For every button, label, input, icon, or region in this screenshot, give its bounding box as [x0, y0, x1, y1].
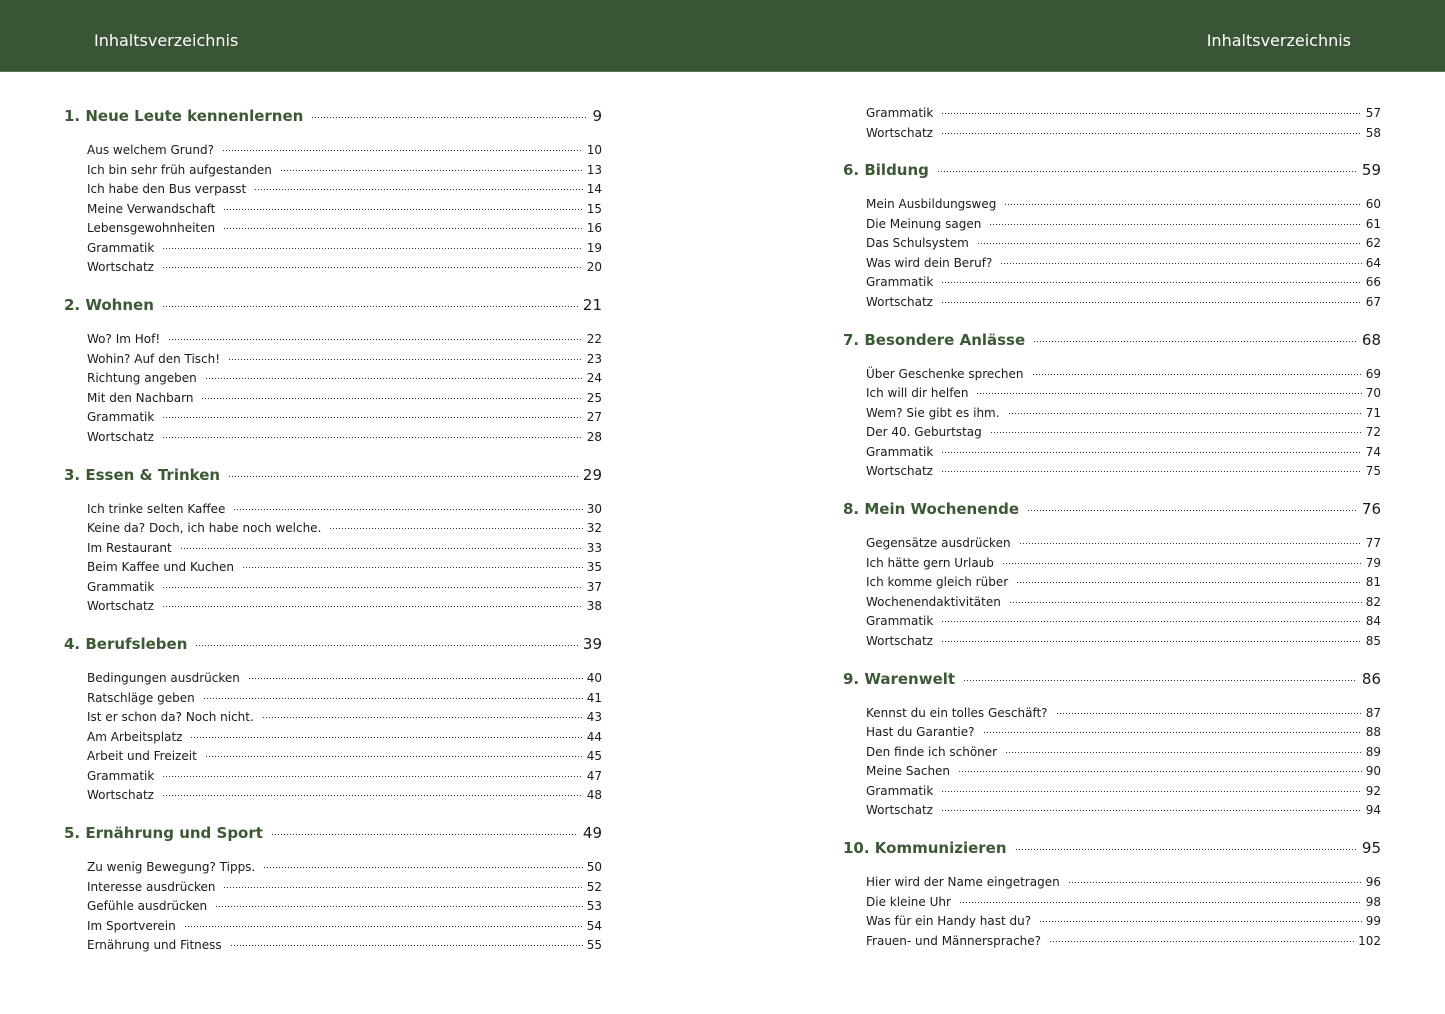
page-number: 102: [1358, 933, 1381, 948]
toc-lesson-entry[interactable]: [866, 874, 1381, 890]
dot-leader: [1016, 574, 1362, 586]
toc-chapter-entry[interactable]: [64, 295, 602, 315]
lesson-title: Grammatik: [866, 614, 934, 628]
dot-leader: [963, 669, 1357, 684]
toc-lesson-entry[interactable]: [866, 463, 1381, 479]
lesson-title: Wochenendaktivitäten: [866, 594, 1001, 609]
toc-lesson-entry[interactable]: [87, 259, 602, 275]
chapter-title: 8. Mein Wochenende: [843, 500, 1020, 518]
dot-leader: [190, 729, 582, 741]
page-header: [0, 0, 1445, 72]
dot-leader: [162, 240, 582, 252]
lesson-title: Ratschläge geben: [87, 690, 195, 705]
toc-chapter-entry[interactable]: [843, 160, 1381, 180]
dot-leader: [162, 787, 583, 799]
page-number: 82: [1365, 594, 1381, 609]
lesson-title: Wortschatz: [87, 429, 154, 444]
toc-lesson-entry[interactable]: [87, 162, 602, 178]
lesson-title: Über Geschenke sprechen: [866, 366, 1024, 381]
toc-chapter-entry[interactable]: [843, 330, 1381, 350]
page-number: 52: [586, 879, 602, 894]
lesson-title: Grammatik: [866, 106, 934, 120]
toc-lesson-entry[interactable]: [87, 142, 602, 158]
dot-leader: [1049, 933, 1354, 945]
dot-leader: [242, 559, 583, 571]
lesson-title: Lebensgewohnheiten: [87, 221, 216, 235]
page-number: 14: [586, 182, 602, 196]
dot-leader: [223, 201, 582, 213]
dot-leader: [162, 295, 578, 310]
page-number: 13: [586, 162, 602, 177]
toc-lesson-entry[interactable]: [866, 913, 1381, 929]
page-number: 27: [586, 410, 602, 424]
lesson-title: Wortschatz: [866, 464, 933, 478]
toc-lesson-entry[interactable]: [87, 520, 602, 536]
dot-leader: [162, 598, 583, 610]
toc-chapter-entry[interactable]: [64, 634, 602, 654]
lesson-title: Ernährung und Fitness: [87, 938, 222, 952]
lesson-title: Grammatik: [866, 783, 934, 798]
dot-leader: [162, 259, 583, 271]
dot-leader: [233, 501, 582, 513]
page-number: 32: [586, 521, 602, 535]
page-number: 64: [1365, 255, 1381, 270]
lesson-title: Im Sportverein: [87, 918, 176, 933]
toc-lesson-entry[interactable]: [866, 255, 1381, 271]
dot-leader: [941, 633, 1362, 645]
lesson-title: Gegensätze ausdrücken: [866, 536, 1011, 550]
page-number: 25: [586, 390, 602, 405]
toc-chapter-entry[interactable]: [64, 823, 602, 843]
chapter-title: 6. Bildung: [843, 161, 929, 179]
page-number: 35: [586, 560, 602, 574]
lesson-title: Richtung angeben: [87, 371, 197, 385]
dot-leader: [983, 724, 1362, 736]
dot-leader: [941, 802, 1362, 814]
page-number: 95: [1361, 839, 1381, 857]
page-number: 84: [1365, 614, 1381, 628]
page-number: 47: [586, 768, 602, 783]
toc-lesson-entry[interactable]: [866, 894, 1381, 910]
dot-leader: [205, 748, 583, 760]
page-number: 21: [582, 296, 602, 314]
page-number: 74: [1365, 444, 1381, 459]
dot-leader: [1033, 330, 1357, 345]
toc-lesson-entry[interactable]: [866, 216, 1381, 232]
dot-leader: [162, 579, 582, 591]
page-number: 28: [586, 429, 602, 444]
dot-leader: [248, 670, 583, 682]
page-number: 19: [586, 240, 602, 255]
page-number: 39: [582, 635, 602, 653]
dot-leader: [223, 220, 583, 232]
dot-leader: [162, 409, 582, 421]
lesson-title: Ich komme gleich rüber: [866, 575, 1009, 589]
dot-leader: [263, 859, 582, 871]
lesson-title: Wortschatz: [87, 788, 154, 802]
dot-leader: [941, 444, 1361, 456]
lesson-title: Kennst du ein tolles Geschäft?: [866, 705, 1048, 720]
toc-lesson-entry[interactable]: [866, 235, 1381, 251]
toc-lesson-entry[interactable]: [87, 579, 602, 595]
lesson-title: Grammatik: [866, 444, 934, 459]
toc-lesson-entry[interactable]: [87, 429, 602, 445]
dot-leader: [201, 390, 582, 402]
dot-leader: [262, 709, 583, 721]
page-number: 16: [586, 221, 602, 235]
page-number: 94: [1365, 803, 1381, 817]
toc-lesson-entry[interactable]: [866, 444, 1381, 460]
toc-lesson-entry[interactable]: [866, 744, 1381, 760]
dot-leader: [254, 181, 582, 193]
toc-lesson-entry[interactable]: [87, 787, 602, 803]
page-number: 59: [1361, 161, 1381, 179]
page-number: 79: [1365, 555, 1381, 570]
header-title-right: Inhaltsverzeichnis: [1206, 31, 1351, 50]
page-number: 57: [1365, 106, 1381, 120]
page-number: 45: [586, 749, 602, 763]
lesson-title: Grammatik: [87, 240, 155, 255]
lesson-title: Wortschatz: [866, 803, 933, 817]
toc-lesson-entry[interactable]: [866, 574, 1381, 590]
header-title-left: Inhaltsverzeichnis: [94, 31, 239, 50]
lesson-title: Gefühle ausdrücken: [87, 899, 208, 913]
chapter-title: 10. Kommunizieren: [843, 839, 1007, 857]
page-number: 44: [586, 729, 602, 744]
dot-leader: [195, 634, 578, 649]
page-number: 22: [586, 332, 602, 346]
toc-lesson-entry[interactable]: [866, 802, 1381, 818]
dot-leader: [941, 613, 1361, 625]
page-number: 37: [586, 579, 602, 594]
lesson-title: Aus welchem Grund?: [87, 143, 214, 157]
dot-leader: [1004, 196, 1361, 208]
lesson-title: Grammatik: [87, 768, 155, 783]
dot-leader: [977, 235, 1362, 247]
lesson-title: Wohin? Auf den Tisch!: [87, 351, 221, 366]
toc-lesson-entry[interactable]: [87, 598, 602, 614]
dot-leader: [937, 160, 1357, 175]
lesson-title: Ich trinke selten Kaffee: [87, 501, 226, 516]
dot-leader: [205, 370, 583, 382]
page-number: 49: [582, 824, 602, 842]
page-number: 23: [586, 351, 602, 366]
lesson-title: Ich bin sehr früh aufgestanden: [87, 162, 272, 177]
dot-leader: [941, 463, 1362, 475]
dot-leader: [215, 898, 583, 910]
page-number: 70: [1365, 386, 1381, 400]
dot-leader: [184, 918, 583, 930]
lesson-title: Die Meinung sagen: [866, 216, 982, 231]
toc-lesson-entry[interactable]: [866, 933, 1381, 949]
toc-lesson-entry[interactable]: [866, 633, 1381, 649]
page-number: 54: [586, 918, 602, 933]
page-number: 88: [1365, 725, 1381, 739]
dot-leader: [230, 937, 583, 949]
toc-lesson-entry[interactable]: [866, 594, 1381, 610]
page-number: 86: [1361, 669, 1381, 688]
page-number: 75: [1365, 464, 1381, 478]
dot-leader: [329, 520, 582, 532]
lesson-title: Arbeit und Freizeit: [87, 749, 197, 763]
toc-lesson-entry[interactable]: [87, 181, 602, 197]
dot-leader: [1005, 744, 1362, 756]
lesson-title: Wo? Im Hof!: [87, 332, 161, 346]
page-number: 15: [586, 201, 602, 216]
lesson-title: Im Restaurant: [87, 540, 172, 555]
lesson-title: Mein Ausbildungsweg: [866, 197, 997, 211]
lesson-title: Wortschatz: [866, 294, 933, 309]
page-number: 43: [586, 710, 602, 724]
page-number: 66: [1365, 275, 1381, 289]
lesson-title: Ist er schon da? Noch nicht.: [87, 710, 254, 724]
lesson-title: Grammatik: [866, 275, 934, 289]
page-number: 85: [1365, 633, 1381, 648]
page-number: 30: [586, 501, 602, 516]
lesson-title: Interesse ausdrücken: [87, 879, 216, 894]
page-number: 76: [1361, 500, 1381, 518]
lesson-title: Den finde ich schöner: [866, 744, 998, 759]
toc-lesson-entry[interactable]: [87, 690, 602, 706]
page-number: 9: [592, 107, 602, 125]
chapter-title: 3. Essen & Trinken: [64, 465, 221, 484]
page-number: 99: [1365, 914, 1381, 928]
toc-lesson-entry[interactable]: [866, 424, 1381, 440]
toc-lesson-entry[interactable]: [866, 125, 1381, 141]
toc-chapter-entry[interactable]: [64, 106, 602, 126]
page-number: 29: [582, 465, 602, 484]
toc-lesson-entry[interactable]: [866, 535, 1381, 551]
page-number: 33: [586, 540, 602, 555]
page-number: 81: [1365, 575, 1381, 589]
page-number: 69: [1365, 366, 1381, 381]
dot-leader: [1015, 838, 1357, 853]
page-number: 41: [586, 690, 602, 705]
dot-leader: [1027, 499, 1357, 514]
chapter-title: 9. Warenwelt: [843, 669, 956, 688]
lesson-title: Ich habe den Bus verpasst: [87, 182, 247, 196]
toc-lesson-entry[interactable]: [87, 709, 602, 725]
dot-leader: [989, 216, 1361, 228]
chapter-title: 5. Ernährung und Sport: [64, 824, 263, 842]
lesson-title: Hier wird der Name eingetragen: [866, 875, 1060, 889]
dot-leader: [1002, 555, 1362, 567]
page-number: 20: [586, 260, 602, 274]
toc-lesson-entry[interactable]: [87, 918, 602, 934]
toc-lesson-entry[interactable]: [87, 390, 602, 406]
chapter-title: 4. Berufsleben: [64, 635, 188, 653]
dot-leader: [223, 879, 582, 891]
toc-chapter-entry[interactable]: [843, 838, 1381, 858]
page-number: 48: [586, 788, 602, 802]
lesson-title: Hast du Garantie?: [866, 725, 975, 739]
page-number: 71: [1365, 405, 1381, 420]
dot-leader: [941, 274, 1361, 286]
toc-lesson-entry[interactable]: [866, 196, 1381, 212]
lesson-title: Frauen- und Männersprache?: [866, 933, 1042, 948]
dot-leader: [203, 690, 583, 702]
toc-lesson-entry[interactable]: [866, 366, 1381, 382]
chapter-title: 2. Wohnen: [64, 296, 154, 314]
lesson-title: Meine Sachen: [866, 764, 951, 778]
lesson-title: Ich will dir helfen: [866, 386, 969, 400]
dot-leader: [941, 294, 1362, 306]
page-number: 67: [1365, 294, 1381, 309]
page-number: 87: [1365, 705, 1381, 720]
dot-leader: [976, 385, 1361, 397]
page-number: 40: [586, 671, 602, 685]
toc-lesson-entry[interactable]: [866, 105, 1381, 121]
lesson-title: Der 40. Geburtstag: [866, 425, 982, 439]
dot-leader: [222, 142, 583, 154]
dot-leader: [1008, 405, 1362, 417]
toc-lesson-entry[interactable]: [87, 729, 602, 745]
lesson-title: Zu wenig Bewegung? Tipps.: [87, 860, 256, 874]
toc-chapter-entry[interactable]: [843, 499, 1381, 519]
dot-leader: [1068, 874, 1362, 886]
dot-leader: [1032, 366, 1362, 378]
page-number: 61: [1365, 216, 1381, 231]
toc-chapter-entry[interactable]: [64, 465, 602, 485]
toc-lesson-entry[interactable]: [87, 670, 602, 686]
dot-leader: [180, 540, 583, 552]
lesson-title: Am Arbeitsplatz: [87, 729, 183, 744]
toc-lesson-entry[interactable]: [866, 294, 1381, 310]
page-number: 98: [1365, 894, 1381, 909]
dot-leader: [271, 823, 578, 838]
toc-chapter-entry[interactable]: [843, 669, 1381, 689]
lesson-title: Was wird dein Beruf?: [866, 255, 993, 270]
page-number: 53: [586, 899, 602, 913]
page-number: 77: [1365, 536, 1381, 550]
page-number: 24: [586, 371, 602, 385]
toc-lesson-entry[interactable]: [87, 240, 602, 256]
toc-lesson-entry[interactable]: [866, 405, 1381, 421]
toc-lesson-entry[interactable]: [87, 898, 602, 914]
page-number: 55: [586, 938, 602, 952]
lesson-title: Wem? Sie gibt es ihm.: [866, 405, 1000, 420]
lesson-title: Grammatik: [87, 410, 155, 424]
toc-lesson-entry[interactable]: [866, 555, 1381, 571]
toc-lesson-entry[interactable]: [866, 274, 1381, 290]
dot-leader: [959, 894, 1362, 906]
toc-lesson-entry[interactable]: [87, 501, 602, 517]
dot-leader: [311, 106, 587, 121]
dot-leader: [1000, 255, 1361, 267]
toc-lesson-entry[interactable]: [87, 937, 602, 953]
lesson-title: Keine da? Doch, ich habe noch welche.: [87, 521, 322, 535]
dot-leader: [1056, 705, 1362, 717]
dot-leader: [941, 105, 1361, 117]
dot-leader: [228, 465, 578, 480]
page-number: 96: [1365, 875, 1381, 889]
dot-leader: [941, 783, 1361, 795]
toc-lesson-entry[interactable]: [866, 783, 1381, 799]
lesson-title: Was für ein Handy hast du?: [866, 914, 1032, 928]
toc-lesson-entry[interactable]: [866, 724, 1381, 740]
toc-lesson-entry[interactable]: [87, 220, 602, 236]
dot-leader: [1019, 535, 1362, 547]
lesson-title: Ich hätte gern Urlaub: [866, 555, 994, 570]
toc-lesson-entry[interactable]: [866, 763, 1381, 779]
dot-leader: [168, 331, 583, 343]
page-number: 10: [586, 143, 602, 157]
dot-leader: [162, 429, 583, 441]
page-number: 68: [1361, 330, 1381, 349]
toc-lesson-entry[interactable]: [87, 768, 602, 784]
toc-lesson-entry[interactable]: [866, 705, 1381, 721]
chapter-title: 7. Besondere Anlässe: [843, 330, 1026, 349]
toc-lesson-entry[interactable]: [866, 613, 1381, 629]
dot-leader: [280, 162, 583, 174]
page-number: 60: [1365, 197, 1381, 211]
toc-lesson-entry[interactable]: [866, 385, 1381, 401]
dot-leader: [1039, 913, 1362, 925]
page-number: 62: [1365, 236, 1381, 250]
page-number: 90: [1365, 764, 1381, 778]
dot-leader: [228, 351, 583, 363]
page-number: 72: [1365, 425, 1381, 439]
lesson-title: Das Schulsystem: [866, 236, 969, 250]
toc-lesson-entry[interactable]: [87, 370, 602, 386]
lesson-title: Wortschatz: [866, 125, 933, 140]
page-number: 89: [1365, 744, 1381, 759]
toc-lesson-entry[interactable]: [87, 351, 602, 367]
dot-leader: [162, 768, 582, 780]
lesson-title: Wortschatz: [87, 260, 154, 274]
lesson-title: Die kleine Uhr: [866, 894, 951, 909]
lesson-title: Bedingungen ausdrücken: [87, 671, 240, 685]
toc-lesson-entry[interactable]: [87, 331, 602, 347]
page-number: 50: [586, 860, 602, 874]
toc-lesson-entry[interactable]: [87, 540, 602, 556]
toc-lesson-entry[interactable]: [87, 559, 602, 575]
lesson-title: Wortschatz: [866, 633, 933, 648]
lesson-title: Grammatik: [87, 579, 155, 594]
lesson-title: Wortschatz: [87, 599, 154, 613]
toc-lesson-entry[interactable]: [87, 201, 602, 217]
dot-leader: [1009, 594, 1362, 606]
toc-lesson-entry[interactable]: [87, 409, 602, 425]
dot-leader: [941, 125, 1362, 137]
toc-lesson-entry[interactable]: [87, 879, 602, 895]
page-number: 92: [1365, 783, 1381, 798]
toc-lesson-entry[interactable]: [87, 859, 602, 875]
dot-leader: [990, 424, 1362, 436]
lesson-title: Mit den Nachbarn: [87, 390, 194, 405]
chapter-title: 1. Neue Leute kennenlernen: [64, 107, 304, 125]
lesson-title: Meine Verwandschaft: [87, 201, 216, 216]
toc-lesson-entry[interactable]: [87, 748, 602, 764]
dot-leader: [958, 763, 1362, 775]
page-number: 38: [586, 599, 602, 613]
lesson-title: Beim Kaffee und Kuchen: [87, 560, 235, 574]
page-number: 58: [1365, 125, 1381, 140]
